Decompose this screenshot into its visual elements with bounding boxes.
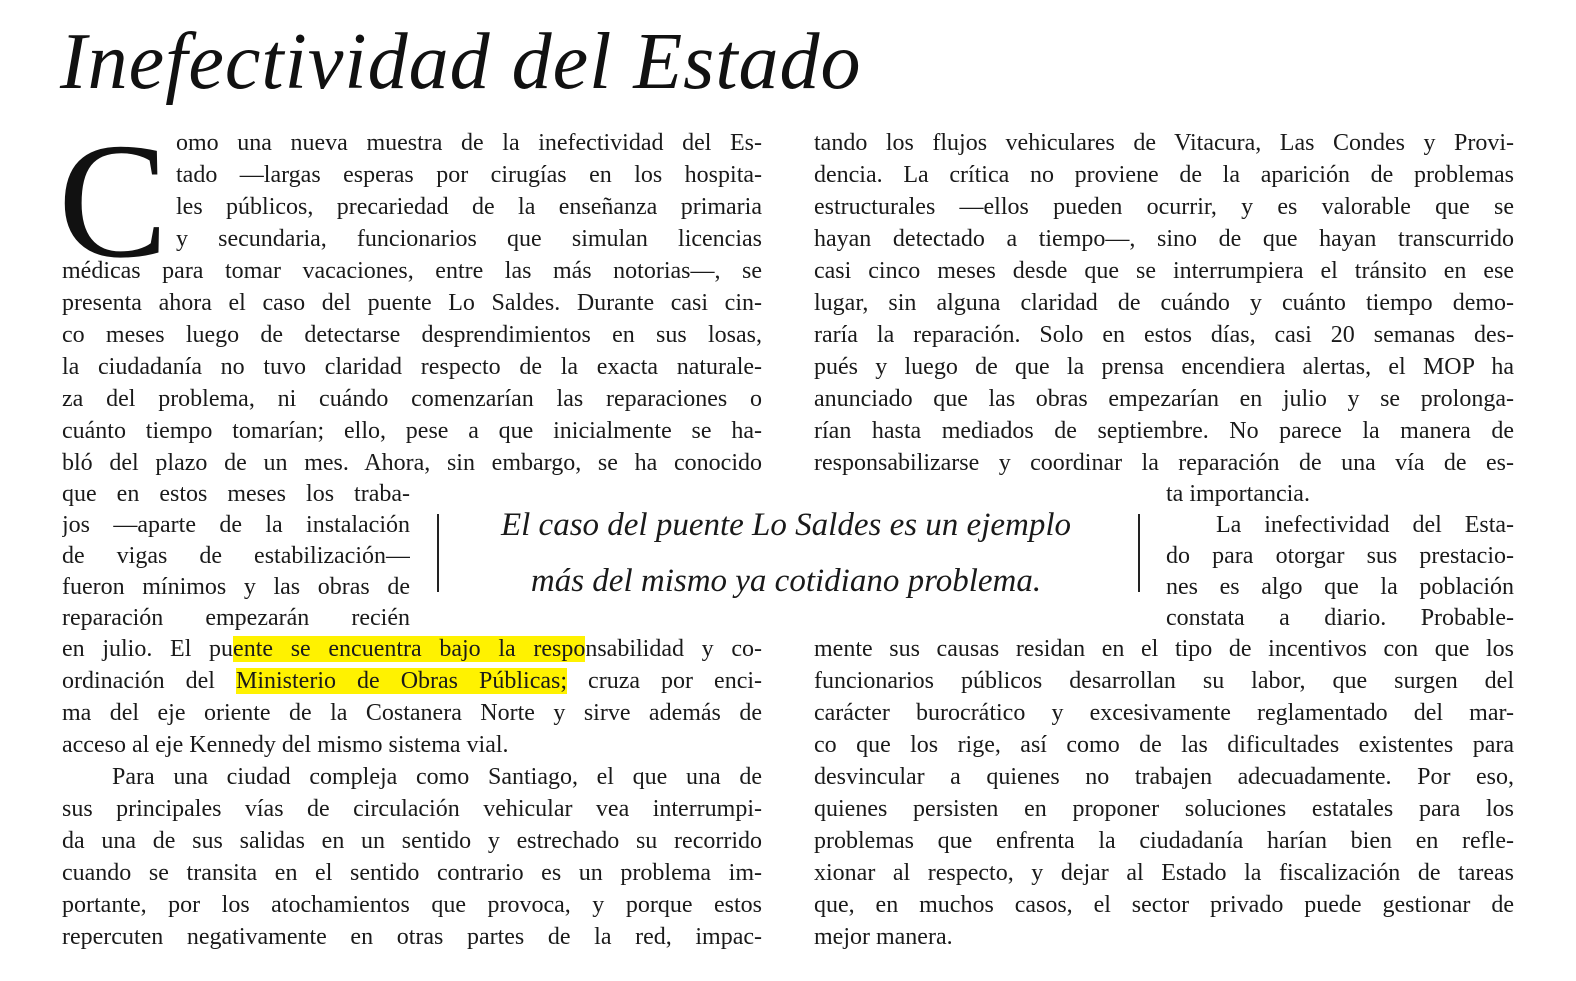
body-line: za del problema, ni cuándo comenzarían las reparaciones o — [62, 386, 762, 412]
body-line: estructurales —ellos pueden ocurrir, y es valorable que se — [814, 194, 1514, 220]
article-title: Inefectividad del Estado — [60, 18, 862, 106]
body-line: que en estos meses los traba- — [62, 481, 410, 507]
body-line: co meses luego de detectarse desprendimientos en sus losas, — [62, 322, 762, 348]
body-line: responsabilizarse y coordinar la reparación de una vía de es- — [814, 450, 1514, 476]
body-line: casi cinco meses desde que se interrumpiera el tránsito en ese — [814, 258, 1514, 284]
pull-quote-line-2: más del mismo ya cotidiano problema. — [530, 563, 1042, 599]
body-line: ordinación del Ministerio de Obras Públicas; cruza por enci- — [62, 668, 762, 694]
quote-rule-left — [437, 514, 439, 592]
body-line: La inefectividad del Esta- — [1216, 512, 1514, 538]
body-line: portante, por los atochamientos que provoca, y porque estos — [62, 892, 762, 918]
body-line: rían hasta mediados de septiembre. No parece la manera de — [814, 418, 1514, 444]
body-line: jos —aparte de la instalación — [62, 512, 410, 538]
body-line: do para otorgar sus prestacio- — [1166, 543, 1514, 569]
body-line: de vigas de estabilización— — [62, 543, 410, 569]
body-line: carácter burocrático y excesivamente reglamentado del mar- — [814, 700, 1514, 726]
body-line: xionar al respecto, y dejar al Estado la fiscalización de tareas — [814, 860, 1514, 886]
highlight-mark: Ministerio de Obras Públicas; — [236, 668, 568, 694]
body-line: funcionarios públicos desarrollan su labor, que surgen del — [814, 668, 1514, 694]
pull-quote-line-1: El caso del puente Lo Saldes es un ejemplo — [500, 507, 1072, 543]
body-line: presenta ahora el caso del puente Lo Saldes. Durante casi cin- — [62, 290, 762, 316]
body-line: hayan detectado a tiempo—, sino de que hayan transcurrido — [814, 226, 1514, 252]
body-line: anunciado que las obras empezarían en julio y se prolonga- — [814, 386, 1514, 412]
body-line: lugar, sin alguna claridad de cuándo y cuánto tiempo demo- — [814, 290, 1514, 316]
drop-cap: C — [58, 109, 169, 292]
body-line: que, en muchos casos, el sector privado puede gestionar de — [814, 892, 1514, 918]
body-line: dencia. La crítica no proviene de la aparición de problemas — [814, 162, 1514, 188]
body-line: bló del plazo de un mes. Ahora, sin embargo, se ha conocido — [62, 450, 762, 476]
body-line: problemas que enfrenta la ciudadanía harían bien en refle- — [814, 828, 1514, 854]
body-line: tado —largas esperas por cirugías en los hospita- — [176, 162, 762, 188]
body-line: Para una ciudad compleja como Santiago, el que una de — [112, 764, 762, 790]
body-line: mente sus causas residan en el tipo de incentivos con que los — [814, 636, 1514, 662]
body-line: acceso al eje Kennedy del mismo sistema vial. — [62, 732, 509, 758]
body-line: tando los flujos vehiculares de Vitacura, Las Condes y Provi- — [814, 130, 1514, 156]
quote-rule-right — [1138, 514, 1140, 592]
body-line: desvincular a quienes no trabajen adecuadamente. Por eso, — [814, 764, 1514, 790]
body-line: ma del eje oriente de la Costanera Norte y sirve además de — [62, 700, 762, 726]
body-line: la ciudadanía no tuvo claridad respecto de la exacta naturale- — [62, 354, 762, 380]
body-line: da una de sus salidas en un sentido y estrechado su recorrido — [62, 828, 762, 854]
body-line: constata a diario. Probable- — [1166, 605, 1514, 631]
body-line: cuando se transita en el sentido contrario es un problema im- — [62, 860, 762, 886]
body-line: y secundaria, funcionarios que simulan licencias — [176, 226, 762, 252]
body-line: quienes persisten en proponer soluciones estatales para los — [814, 796, 1514, 822]
body-line: omo una nueva muestra de la inefectividad del Es- — [176, 130, 762, 156]
body-line: nes es algo que la población — [1166, 574, 1514, 600]
body-line: reparación empezarán recién — [62, 605, 410, 631]
body-line: en julio. El puente se encuentra bajo la responsabilidad y co- — [62, 636, 762, 662]
body-line: raría la reparación. Solo en estos días, casi 20 semanas des- — [814, 322, 1514, 348]
body-line: fueron mínimos y las obras de — [62, 574, 410, 600]
body-line: sus principales vías de circulación vehicular vea interrumpi- — [62, 796, 762, 822]
body-line: pués y luego de que la prensa encendiera alertas, el MOP ha — [814, 354, 1514, 380]
body-line: ta importancia. — [1166, 481, 1310, 507]
highlight-mark: ente se encuentra bajo la respo — [233, 636, 586, 662]
body-line: cuánto tiempo tomarían; ello, pese a que inicialmente se ha- — [62, 418, 762, 444]
body-line: repercuten negativamente en otras partes de la red, impac- — [62, 924, 762, 950]
body-line: mejor manera. — [814, 924, 953, 950]
body-line: les públicos, precariedad de la enseñanza primaria — [176, 194, 762, 220]
body-line: médicas para tomar vacaciones, entre las más notorias—, se — [62, 258, 762, 284]
body-line: co que los rige, así como de las dificultades existentes para — [814, 732, 1514, 758]
